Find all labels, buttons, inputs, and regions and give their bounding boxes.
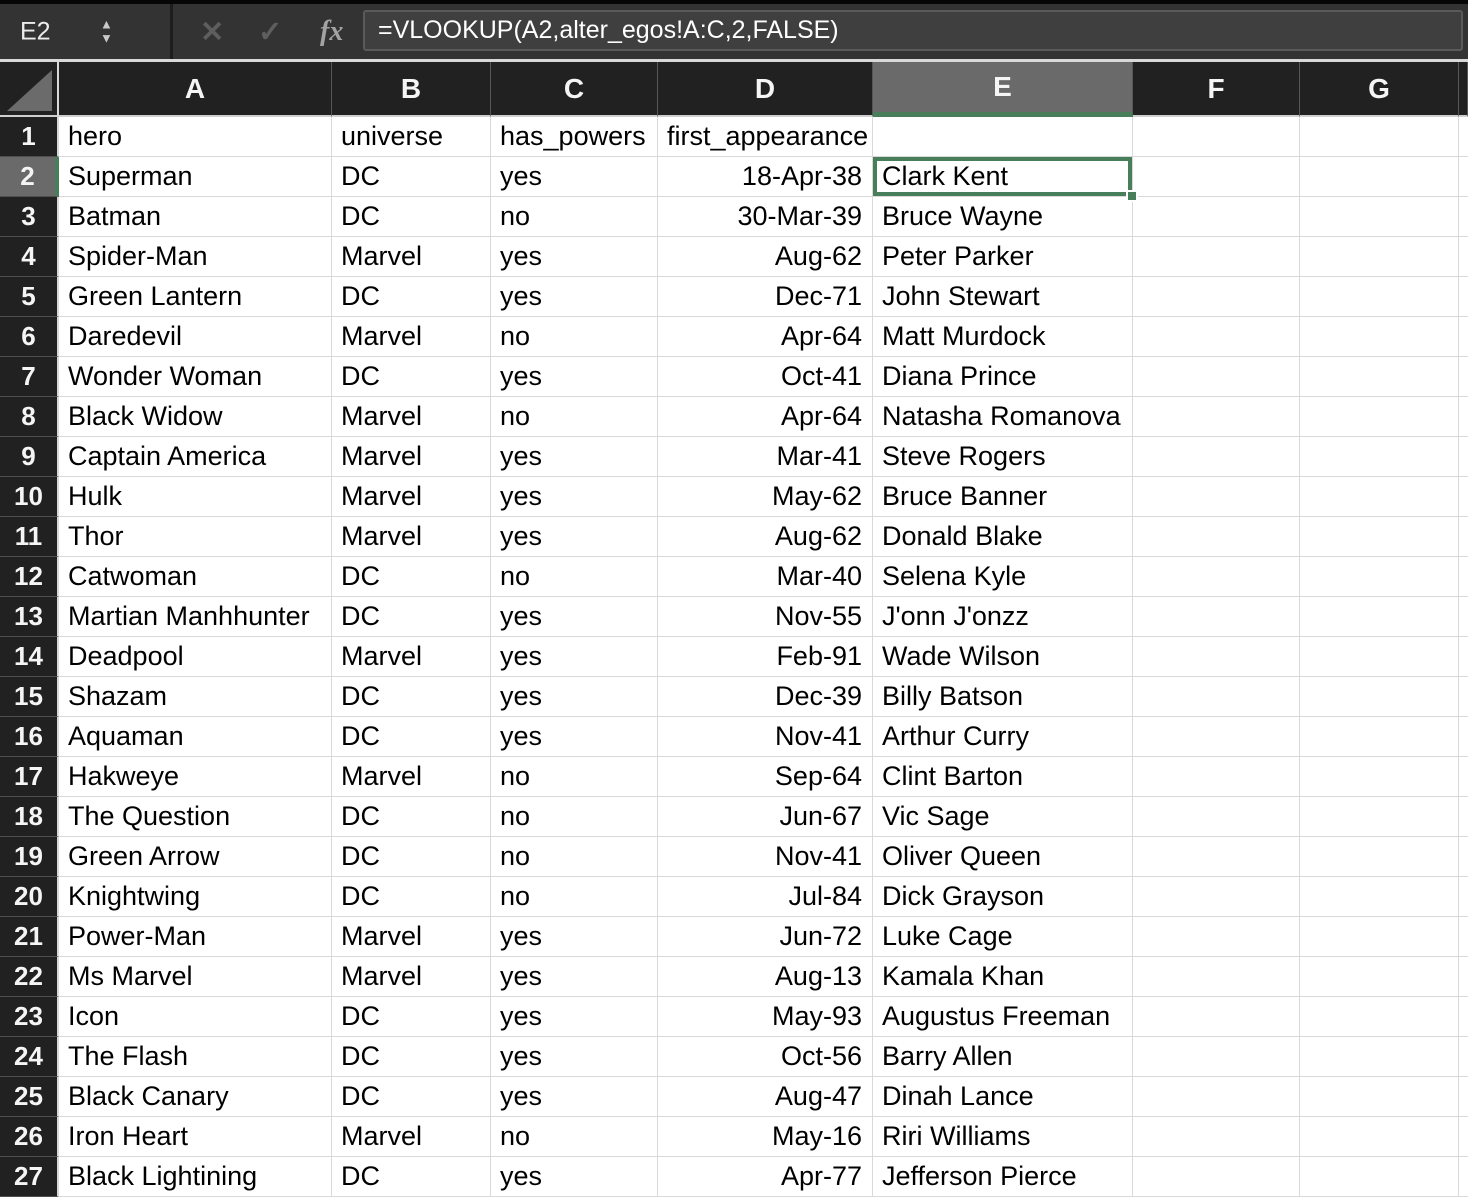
spinner-down-icon[interactable]: ▼ bbox=[100, 30, 113, 46]
row-header-7[interactable]: 7 bbox=[0, 357, 59, 397]
cell-A14[interactable]: Deadpool bbox=[59, 637, 332, 677]
cell-G17[interactable] bbox=[1300, 757, 1459, 797]
column-header-F[interactable]: F bbox=[1133, 62, 1300, 117]
cell-partial7[interactable] bbox=[1459, 357, 1468, 397]
cell-G23[interactable] bbox=[1300, 997, 1459, 1037]
cell-G10[interactable] bbox=[1300, 477, 1459, 517]
cell-G14[interactable] bbox=[1300, 637, 1459, 677]
row-header-17[interactable]: 17 bbox=[0, 757, 59, 797]
cell-E10[interactable]: Bruce Banner bbox=[873, 477, 1133, 517]
cell-F25[interactable] bbox=[1133, 1077, 1300, 1117]
active-cell-reference: E2 bbox=[20, 17, 51, 45]
cell-B8[interactable]: Marvel bbox=[332, 397, 491, 437]
cell-partial5[interactable] bbox=[1459, 277, 1468, 317]
cell-D15[interactable]: Dec-39 bbox=[658, 677, 873, 717]
select-all-corner[interactable] bbox=[0, 62, 59, 117]
cell-D17[interactable]: Sep-64 bbox=[658, 757, 873, 797]
cell-partial20[interactable] bbox=[1459, 877, 1468, 917]
column-header-C[interactable]: C bbox=[491, 62, 658, 117]
cell-C8[interactable]: no bbox=[491, 397, 658, 437]
cell-F24[interactable] bbox=[1133, 1037, 1300, 1077]
name-box[interactable] bbox=[0, 4, 170, 59]
cell-E27[interactable]: Jefferson Pierce bbox=[873, 1157, 1133, 1197]
cell-E18[interactable]: Vic Sage bbox=[873, 797, 1133, 837]
cell-G27[interactable] bbox=[1300, 1157, 1459, 1197]
cell-C11[interactable]: yes bbox=[491, 517, 658, 557]
cell-G4[interactable] bbox=[1300, 237, 1459, 277]
cell-C18[interactable]: no bbox=[491, 797, 658, 837]
cell-G5[interactable] bbox=[1300, 277, 1459, 317]
cell-partial2[interactable] bbox=[1459, 157, 1468, 197]
cell-E23[interactable]: Augustus Freeman bbox=[873, 997, 1133, 1037]
cell-A6[interactable]: Daredevil bbox=[59, 317, 332, 357]
cell-G26[interactable] bbox=[1300, 1117, 1459, 1157]
cell-A25[interactable]: Black Canary bbox=[59, 1077, 332, 1117]
cell-E13[interactable]: J'onn J'onzz bbox=[873, 597, 1133, 637]
cell-E21[interactable]: Luke Cage bbox=[873, 917, 1133, 957]
cell-C25[interactable]: yes bbox=[491, 1077, 658, 1117]
cell-G20[interactable] bbox=[1300, 877, 1459, 917]
fx-icon[interactable]: fx bbox=[320, 15, 344, 47]
cell-C2[interactable]: yes bbox=[491, 157, 658, 197]
cell-G6[interactable] bbox=[1300, 317, 1459, 357]
cell-B16[interactable]: DC bbox=[332, 717, 491, 757]
row-header-9[interactable]: 9 bbox=[0, 437, 59, 477]
cell-G24[interactable] bbox=[1300, 1037, 1459, 1077]
cell-A21[interactable]: Power-Man bbox=[59, 917, 332, 957]
cell-B9[interactable]: Marvel bbox=[332, 437, 491, 477]
cell-C1[interactable]: has_powers bbox=[491, 117, 658, 157]
row-header-14[interactable]: 14 bbox=[0, 637, 59, 677]
row-header-27[interactable]: 27 bbox=[0, 1157, 59, 1197]
formula-input[interactable]: =VLOOKUP(A2,alter_egos!A:C,2,FALSE) bbox=[363, 10, 1463, 51]
cell-E3[interactable]: Bruce Wayne bbox=[873, 197, 1133, 237]
cell-E22[interactable]: Kamala Khan bbox=[873, 957, 1133, 997]
column-header-G[interactable]: G bbox=[1300, 62, 1459, 117]
cell-F15[interactable] bbox=[1133, 677, 1300, 717]
cell-F26[interactable] bbox=[1133, 1117, 1300, 1157]
cell-partial12[interactable] bbox=[1459, 557, 1468, 597]
cell-E20[interactable]: Dick Grayson bbox=[873, 877, 1133, 917]
cell-F18[interactable] bbox=[1133, 797, 1300, 837]
cell-F5[interactable] bbox=[1133, 277, 1300, 317]
cell-C22[interactable]: yes bbox=[491, 957, 658, 997]
cell-C14[interactable]: yes bbox=[491, 637, 658, 677]
cell-B25[interactable]: DC bbox=[332, 1077, 491, 1117]
cell-D10[interactable]: May-62 bbox=[658, 477, 873, 517]
spreadsheet-grid bbox=[0, 62, 1468, 1197]
cell-D1[interactable]: first_appearance bbox=[658, 117, 873, 157]
column-header-partial[interactable] bbox=[1459, 62, 1468, 117]
cell-C12[interactable]: no bbox=[491, 557, 658, 597]
cell-C6[interactable]: no bbox=[491, 317, 658, 357]
cell-C17[interactable]: no bbox=[491, 757, 658, 797]
row-header-18[interactable]: 18 bbox=[0, 797, 59, 837]
cell-G16[interactable] bbox=[1300, 717, 1459, 757]
cell-A15[interactable]: Shazam bbox=[59, 677, 332, 717]
cell-B18[interactable]: DC bbox=[332, 797, 491, 837]
cell-D27[interactable]: Apr-77 bbox=[658, 1157, 873, 1197]
cell-partial23[interactable] bbox=[1459, 997, 1468, 1037]
cell-G8[interactable] bbox=[1300, 397, 1459, 437]
cell-D9[interactable]: Mar-41 bbox=[658, 437, 873, 477]
cell-G3[interactable] bbox=[1300, 197, 1459, 237]
cell-B6[interactable]: Marvel bbox=[332, 317, 491, 357]
cell-B10[interactable]: Marvel bbox=[332, 477, 491, 517]
row-header-11[interactable]: 11 bbox=[0, 517, 59, 557]
cell-G12[interactable] bbox=[1300, 557, 1459, 597]
cell-E9[interactable]: Steve Rogers bbox=[873, 437, 1133, 477]
cell-partial10[interactable] bbox=[1459, 477, 1468, 517]
cell-F16[interactable] bbox=[1133, 717, 1300, 757]
cell-F19[interactable] bbox=[1133, 837, 1300, 877]
cell-B21[interactable]: Marvel bbox=[332, 917, 491, 957]
cell-D5[interactable]: Dec-71 bbox=[658, 277, 873, 317]
cancel-icon[interactable]: ✕ bbox=[200, 16, 225, 48]
cell-A13[interactable]: Martian Manhhunter bbox=[59, 597, 332, 637]
cell-F27[interactable] bbox=[1133, 1157, 1300, 1197]
cell-D6[interactable]: Apr-64 bbox=[658, 317, 873, 357]
cell-partial17[interactable] bbox=[1459, 757, 1468, 797]
cell-B15[interactable]: DC bbox=[332, 677, 491, 717]
name-box-spinner[interactable] bbox=[100, 17, 113, 46]
cell-A27[interactable]: Black Lightining bbox=[59, 1157, 332, 1197]
row-header-25[interactable]: 25 bbox=[0, 1077, 59, 1117]
cell-E5[interactable]: John Stewart bbox=[873, 277, 1133, 317]
cell-partial19[interactable] bbox=[1459, 837, 1468, 877]
cell-E17[interactable]: Clint Barton bbox=[873, 757, 1133, 797]
cell-E8[interactable]: Natasha Romanova bbox=[873, 397, 1133, 437]
cell-G2[interactable] bbox=[1300, 157, 1459, 197]
row-header-8[interactable]: 8 bbox=[0, 397, 59, 437]
cell-F7[interactable] bbox=[1133, 357, 1300, 397]
cell-C16[interactable]: yes bbox=[491, 717, 658, 757]
cell-F10[interactable] bbox=[1133, 477, 1300, 517]
cell-A5[interactable]: Green Lantern bbox=[59, 277, 332, 317]
cell-B4[interactable]: Marvel bbox=[332, 237, 491, 277]
cell-B5[interactable]: DC bbox=[332, 277, 491, 317]
cell-partial13[interactable] bbox=[1459, 597, 1468, 637]
cell-F14[interactable] bbox=[1133, 637, 1300, 677]
cell-E11[interactable]: Donald Blake bbox=[873, 517, 1133, 557]
name-box-divider bbox=[170, 4, 173, 59]
cell-B23[interactable]: DC bbox=[332, 997, 491, 1037]
cell-F23[interactable] bbox=[1133, 997, 1300, 1037]
cell-B24[interactable]: DC bbox=[332, 1037, 491, 1077]
cell-D4[interactable]: Aug-62 bbox=[658, 237, 873, 277]
cell-G1[interactable] bbox=[1300, 117, 1459, 157]
cell-A26[interactable]: Iron Heart bbox=[59, 1117, 332, 1157]
row-header-15[interactable]: 15 bbox=[0, 677, 59, 717]
cell-partial14[interactable] bbox=[1459, 637, 1468, 677]
cell-C21[interactable]: yes bbox=[491, 917, 658, 957]
cell-B12[interactable]: DC bbox=[332, 557, 491, 597]
cell-B13[interactable]: DC bbox=[332, 597, 491, 637]
cell-B2[interactable]: DC bbox=[332, 157, 491, 197]
cell-B20[interactable]: DC bbox=[332, 877, 491, 917]
cell-partial26[interactable] bbox=[1459, 1117, 1468, 1157]
cell-A11[interactable]: Thor bbox=[59, 517, 332, 557]
cell-C4[interactable]: yes bbox=[491, 237, 658, 277]
row-header-19[interactable]: 19 bbox=[0, 837, 59, 877]
cell-G18[interactable] bbox=[1300, 797, 1459, 837]
row-header-3[interactable]: 3 bbox=[0, 197, 59, 237]
cell-F3[interactable] bbox=[1133, 197, 1300, 237]
cell-F1[interactable] bbox=[1133, 117, 1300, 157]
cell-C27[interactable]: yes bbox=[491, 1157, 658, 1197]
cell-partial15[interactable] bbox=[1459, 677, 1468, 717]
row-header-2[interactable]: 2 bbox=[0, 157, 59, 197]
cell-D18[interactable]: Jun-67 bbox=[658, 797, 873, 837]
cell-A24[interactable]: The Flash bbox=[59, 1037, 332, 1077]
cell-D8[interactable]: Apr-64 bbox=[658, 397, 873, 437]
row-header-20[interactable]: 20 bbox=[0, 877, 59, 917]
cell-partial21[interactable] bbox=[1459, 917, 1468, 957]
cell-A20[interactable]: Knightwing bbox=[59, 877, 332, 917]
cell-partial3[interactable] bbox=[1459, 197, 1468, 237]
cell-F20[interactable] bbox=[1133, 877, 1300, 917]
cell-F8[interactable] bbox=[1133, 397, 1300, 437]
cell-A4[interactable]: Spider-Man bbox=[59, 237, 332, 277]
cell-D19[interactable]: Nov-41 bbox=[658, 837, 873, 877]
cell-D21[interactable]: Jun-72 bbox=[658, 917, 873, 957]
cell-C19[interactable]: no bbox=[491, 837, 658, 877]
cell-E19[interactable]: Oliver Queen bbox=[873, 837, 1133, 877]
row-header-4[interactable]: 4 bbox=[0, 237, 59, 277]
cell-E14[interactable]: Wade Wilson bbox=[873, 637, 1133, 677]
cell-E2[interactable]: Clark Kent bbox=[873, 157, 1133, 197]
cell-E26[interactable]: Riri Williams bbox=[873, 1117, 1133, 1157]
cell-D7[interactable]: Oct-41 bbox=[658, 357, 873, 397]
cell-C20[interactable]: no bbox=[491, 877, 658, 917]
cell-D2[interactable]: 18-Apr-38 bbox=[658, 157, 873, 197]
confirm-icon[interactable]: ✓ bbox=[258, 16, 283, 48]
cell-D20[interactable]: Jul-84 bbox=[658, 877, 873, 917]
cell-partial24[interactable] bbox=[1459, 1037, 1468, 1077]
row-header-5[interactable]: 5 bbox=[0, 277, 59, 317]
cell-A23[interactable]: Icon bbox=[59, 997, 332, 1037]
column-header-A[interactable]: A bbox=[59, 62, 332, 117]
cell-G15[interactable] bbox=[1300, 677, 1459, 717]
cell-partial16[interactable] bbox=[1459, 717, 1468, 757]
cell-B17[interactable]: Marvel bbox=[332, 757, 491, 797]
row-header-12[interactable]: 12 bbox=[0, 557, 59, 597]
cell-A8[interactable]: Black Widow bbox=[59, 397, 332, 437]
cell-A3[interactable]: Batman bbox=[59, 197, 332, 237]
cell-partial18[interactable] bbox=[1459, 797, 1468, 837]
cell-E6[interactable]: Matt Murdock bbox=[873, 317, 1133, 357]
cell-C5[interactable]: yes bbox=[491, 277, 658, 317]
cell-G25[interactable] bbox=[1300, 1077, 1459, 1117]
cell-C7[interactable]: yes bbox=[491, 357, 658, 397]
row-header-21[interactable]: 21 bbox=[0, 917, 59, 957]
cell-B11[interactable]: Marvel bbox=[332, 517, 491, 557]
fill-handle[interactable] bbox=[1126, 190, 1138, 202]
cell-B26[interactable]: Marvel bbox=[332, 1117, 491, 1157]
column-header-B[interactable]: B bbox=[332, 62, 491, 117]
cell-A16[interactable]: Aquaman bbox=[59, 717, 332, 757]
cell-D13[interactable]: Nov-55 bbox=[658, 597, 873, 637]
cell-B7[interactable]: DC bbox=[332, 357, 491, 397]
cell-D3[interactable]: 30-Mar-39 bbox=[658, 197, 873, 237]
cell-C10[interactable]: yes bbox=[491, 477, 658, 517]
cell-F2[interactable] bbox=[1133, 157, 1300, 197]
cell-F12[interactable] bbox=[1133, 557, 1300, 597]
row-header-22[interactable]: 22 bbox=[0, 957, 59, 997]
cell-A12[interactable]: Catwoman bbox=[59, 557, 332, 597]
cell-F22[interactable] bbox=[1133, 957, 1300, 997]
cell-partial1[interactable] bbox=[1459, 117, 1468, 157]
cell-G19[interactable] bbox=[1300, 837, 1459, 877]
cell-partial27[interactable] bbox=[1459, 1157, 1468, 1197]
cell-F13[interactable] bbox=[1133, 597, 1300, 637]
cell-D14[interactable]: Feb-91 bbox=[658, 637, 873, 677]
formula-bar bbox=[0, 0, 1468, 59]
cell-C9[interactable]: yes bbox=[491, 437, 658, 477]
cell-D12[interactable]: Mar-40 bbox=[658, 557, 873, 597]
cell-B19[interactable]: DC bbox=[332, 837, 491, 877]
cell-F21[interactable] bbox=[1133, 917, 1300, 957]
cell-A1[interactable]: hero bbox=[59, 117, 332, 157]
cell-E15[interactable]: Billy Batson bbox=[873, 677, 1133, 717]
column-header-E[interactable]: E bbox=[873, 62, 1133, 117]
cell-E12[interactable]: Selena Kyle bbox=[873, 557, 1133, 597]
cell-D22[interactable]: Aug-13 bbox=[658, 957, 873, 997]
cell-A22[interactable]: Ms Marvel bbox=[59, 957, 332, 997]
cell-A9[interactable]: Captain America bbox=[59, 437, 332, 477]
cell-partial25[interactable] bbox=[1459, 1077, 1468, 1117]
cell-D11[interactable]: Aug-62 bbox=[658, 517, 873, 557]
cell-A17[interactable]: Hakweye bbox=[59, 757, 332, 797]
row-header-13[interactable]: 13 bbox=[0, 597, 59, 637]
column-header-D[interactable]: D bbox=[658, 62, 873, 117]
cell-F4[interactable] bbox=[1133, 237, 1300, 277]
cell-F9[interactable] bbox=[1133, 437, 1300, 477]
cell-F17[interactable] bbox=[1133, 757, 1300, 797]
cell-A2[interactable]: Superman bbox=[59, 157, 332, 197]
cell-F11[interactable] bbox=[1133, 517, 1300, 557]
cell-D23[interactable]: May-93 bbox=[658, 997, 873, 1037]
cell-partial4[interactable] bbox=[1459, 237, 1468, 277]
cell-E24[interactable]: Barry Allen bbox=[873, 1037, 1133, 1077]
row-header-26[interactable]: 26 bbox=[0, 1117, 59, 1157]
cell-A10[interactable]: Hulk bbox=[59, 477, 332, 517]
cell-B22[interactable]: Marvel bbox=[332, 957, 491, 997]
row-header-16[interactable]: 16 bbox=[0, 717, 59, 757]
cell-C3[interactable]: no bbox=[491, 197, 658, 237]
row-header-1[interactable]: 1 bbox=[0, 117, 59, 157]
cell-G9[interactable] bbox=[1300, 437, 1459, 477]
cell-G11[interactable] bbox=[1300, 517, 1459, 557]
cell-G21[interactable] bbox=[1300, 917, 1459, 957]
cell-E16[interactable]: Arthur Curry bbox=[873, 717, 1133, 757]
cell-partial6[interactable] bbox=[1459, 317, 1468, 357]
cell-G13[interactable] bbox=[1300, 597, 1459, 637]
cell-E7[interactable]: Diana Prince bbox=[873, 357, 1133, 397]
cell-C24[interactable]: yes bbox=[491, 1037, 658, 1077]
cell-E25[interactable]: Dinah Lance bbox=[873, 1077, 1133, 1117]
cell-C26[interactable]: no bbox=[491, 1117, 658, 1157]
cell-B3[interactable]: DC bbox=[332, 197, 491, 237]
cell-partial9[interactable] bbox=[1459, 437, 1468, 477]
row-header-10[interactable]: 10 bbox=[0, 477, 59, 517]
cell-A19[interactable]: Green Arrow bbox=[59, 837, 332, 877]
cell-D24[interactable]: Oct-56 bbox=[658, 1037, 873, 1077]
cell-B27[interactable]: DC bbox=[332, 1157, 491, 1197]
cell-A18[interactable]: The Question bbox=[59, 797, 332, 837]
cell-partial22[interactable] bbox=[1459, 957, 1468, 997]
cell-B1[interactable]: universe bbox=[332, 117, 491, 157]
cell-A7[interactable]: Wonder Woman bbox=[59, 357, 332, 397]
cell-D16[interactable]: Nov-41 bbox=[658, 717, 873, 757]
cell-F6[interactable] bbox=[1133, 317, 1300, 357]
cell-partial11[interactable] bbox=[1459, 517, 1468, 557]
cell-D25[interactable]: Aug-47 bbox=[658, 1077, 873, 1117]
cell-E1[interactable] bbox=[873, 117, 1133, 157]
row-header-6[interactable]: 6 bbox=[0, 317, 59, 357]
cell-G7[interactable] bbox=[1300, 357, 1459, 397]
cell-E4[interactable]: Peter Parker bbox=[873, 237, 1133, 277]
spinner-up-icon[interactable]: ▲ bbox=[100, 16, 113, 32]
row-header-23[interactable]: 23 bbox=[0, 997, 59, 1037]
select-all-triangle-icon bbox=[7, 70, 52, 111]
cell-D26[interactable]: May-16 bbox=[658, 1117, 873, 1157]
row-header-24[interactable]: 24 bbox=[0, 1037, 59, 1077]
cell-G22[interactable] bbox=[1300, 957, 1459, 997]
cell-C13[interactable]: yes bbox=[491, 597, 658, 637]
cell-B14[interactable]: Marvel bbox=[332, 637, 491, 677]
cell-C15[interactable]: yes bbox=[491, 677, 658, 717]
cell-partial8[interactable] bbox=[1459, 397, 1468, 437]
cell-C23[interactable]: yes bbox=[491, 997, 658, 1037]
